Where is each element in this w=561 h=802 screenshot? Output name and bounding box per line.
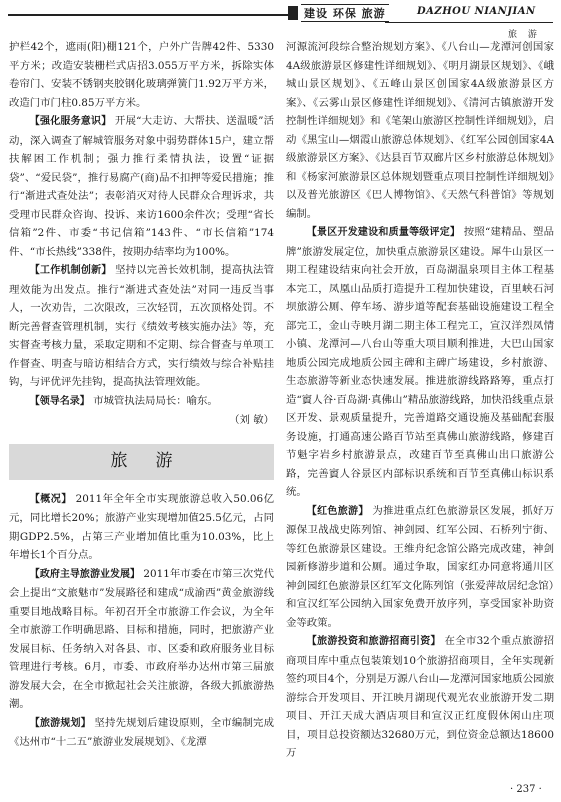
paragraph-text: 2011年市委在市第三次党代会上提出“文旅魅市”发展路径和建成“成渝西”黄金旅游线重要目地战略目标。年初召开全市旅游工作会议，为全年全市旅游工作明确思路、目标和措施，同时，把旅游产业发展目标、任务纳入对各县、市、区委和政府服务业目标管理进行考核。6月，市委、市政府举办达州市第三届旅游发展大会，在全市掀起社会关注旅游，各级大抓旅游热潮。 bbox=[9, 567, 275, 710]
paragraph-heading: 【景区开发建设和质量等级评定】 bbox=[306, 227, 461, 238]
paragraph-heading: 【强化服务意识】 bbox=[29, 116, 112, 127]
paragraph-text: 坚持先规划后建设原则，全市编制完成《达州市“十二五”旅游业发展规划》、《龙潭 bbox=[9, 716, 274, 748]
paragraph-text: 在全市32个重点旅游招商项目库中重点包装策划10个旅游招商项目，全年实现新签约项目4个，分别是万源八台山—龙潭河国家地质公园旅游综合开发项目、开江映月湖现代观光农业旅游开发二期项目、开江天成大酒店项目和宣汉正红度假休闲山庄项目，项目总投资额达32680万元，到位资金总额达18600万 bbox=[286, 635, 554, 759]
paragraph-text: 按照“建精品、塑品牌”旅游发展定位，加快重点旅游景区建设。犀牛山景区一期工程建设结束向社会开放，百岛湖温泉项目主体工程基本完工，凤凰山品质打造提升工程加快建设，百里峡石河坝旅游公厕、停车场、游步道等配套基础设施建设工程全部完工，金山寺映月湖二期主体工程完工，宣汉洋烈凤情小镇、龙潭河—八台山等重大项目顺利推进，大巴山国家地质公园完成地质公园主碑和主碑广场建设，乡村旅游、生态旅游等新业态快速发展。推进旅游线路路筹，重点打造“賨人谷·百岛湖·真佛山”精品旅游线路，加快沿线重点景区开发、景观质量提升，完善道路交通设施及基础配套服务设施，打通高速公路百节站至真佛山旅游线路，修建百节魁字岩乡村旅游景点，改建百节至真佛山出口旅游公路，完善賨人谷景区内部标识系统和百节至真佛山标识系统。 bbox=[286, 226, 555, 498]
paragraph bbox=[9, 714, 274, 752]
header-rule-right bbox=[385, 22, 553, 23]
paragraph-text: 河源流河段综合整治规划方案》、《八台山—龙潭河创国家4A级旅游景区修建性详细规划》、《明月湖景区规划》、《峨城山景区规划》、《五峰山景区创国家4A级旅游景区方案》、《云雾山景区修建性详细规划》、《清河古镇旅游开发控制性详细规划》和《笔架山旅游区控制性详细规划》，启动《黑宝山—烟霞山旅游总体规划》、《红军公园创国家4A级旅游景区方案》、《达县百节双廊片区乡村旅游总体规划》和《杨家河旅游景区总体规划暨重点项目控制性详细规划》以及普光旅游区《巴人博物馆》、《天然气科普馆》等规划编制。 bbox=[286, 41, 554, 220]
paragraph-heading: 【工作机制创新】 bbox=[29, 265, 112, 276]
paragraph bbox=[9, 565, 274, 714]
paragraph-text: 开展“大走访、大帮扶、送温暖”活动，深入调查了解城管服务对象中弱势群体15户，建立帮扶解困工作机制；强力推行柔情执法，设置“证据袋”、“爱民袋”，推行易腐产(商)品不扣押等爱民措施；推行“渐进式查处法”；表彰消灭对待人民群众合理诉求，共受理市民群众咨询、投诉、来访1600余件次；受理“省长信箱”2件、市委“书记信箱”143件、“市长信箱”174件、“市长热线”338件，按期办结率均为100%。 bbox=[9, 115, 274, 258]
paragraph-heading: 【领导名录】 bbox=[29, 395, 90, 407]
paragraph-text: 为推进重点红色旅游景区发展，抓好万源保卫战战史陈列馆、神剑园、红军公园、石桥列宁街、等红色旅游景区建设。王维舟纪念馆公路完成改建，神剑园新修游步道和公厕。通过争取，国家红办同意将通川区神剑园红色旅游景区红军文化陈列馆（张爱萍故居纪念馆）和宣汉红军公园纳入国家免费开放序列，享受国家补助资金等政策。 bbox=[286, 504, 555, 629]
paragraph-text: 2011年全年全市实现旅游总收入50.06亿元，同比增长20%；旅游产业实现增加值25.5亿元，占同期GDP2.5%，占第三产业增加值比重为10.03%，比上年增长1个百分点。 bbox=[9, 492, 274, 561]
paragraph bbox=[286, 223, 554, 502]
section-title: 旅游 bbox=[9, 444, 274, 480]
left-column bbox=[9, 38, 274, 752]
paragraph-heading: 【政府主导旅游业发展】 bbox=[29, 568, 141, 580]
paragraph-text: 护栏42个，遮雨(阳)棚121个，户外广告牌42件、5330平方米；改造安装栅栏式店招3.055万平方米，拆除实体卷帘门、安装不锈钢夹胶钢化玻璃弹簧门1.92万平方米，改造门市门柱0.85万平方米。 bbox=[9, 41, 274, 109]
paragraph bbox=[9, 490, 274, 565]
right-column bbox=[286, 38, 554, 763]
journal-title: DAZHOU NIANJIAN bbox=[417, 6, 536, 17]
paragraph-text: 市城管执法局局长：喻东。 bbox=[89, 394, 218, 407]
author-byline: （刘 敏） bbox=[229, 414, 274, 426]
section-tag bbox=[288, 5, 389, 21]
paragraph bbox=[9, 112, 274, 261]
paragraph-heading: 【旅游规划】 bbox=[29, 717, 91, 729]
paragraph-text: 坚持以完善长效机制，提高执法管理效能为出发点。推行“渐进式查处法”对同一违反当事人，一次劝告，二次限改，三次轻罚，五次顶格处罚。不断完善督查管理机制，实行《绩效考核实施办法》等，充实督查考核力量，采取定期和不定期、综合督查与单项工作督查、明查与暗访相结合方式，实行绩效与综合补贴挂钩，与评优评先挂钩，提高执法管理效能。 bbox=[9, 264, 274, 388]
paragraph-heading: 【旅游投资和旅游招商引资】 bbox=[306, 636, 441, 647]
paragraph bbox=[286, 632, 554, 763]
paragraph bbox=[9, 38, 274, 112]
section-tag-label: 建设 环保 旅游 bbox=[301, 4, 389, 22]
page-number: · 237 · bbox=[510, 784, 542, 795]
section-tag-marker bbox=[288, 6, 298, 20]
paragraph bbox=[286, 38, 554, 223]
header-subsection: 旅 游 bbox=[508, 30, 541, 40]
paragraph-heading: 【红色旅游】 bbox=[306, 505, 369, 517]
header-rule-left bbox=[8, 14, 288, 16]
paragraph bbox=[286, 502, 554, 633]
paragraph bbox=[9, 392, 274, 412]
paragraph-heading: 【概况】 bbox=[29, 493, 72, 505]
paragraph bbox=[9, 261, 274, 392]
